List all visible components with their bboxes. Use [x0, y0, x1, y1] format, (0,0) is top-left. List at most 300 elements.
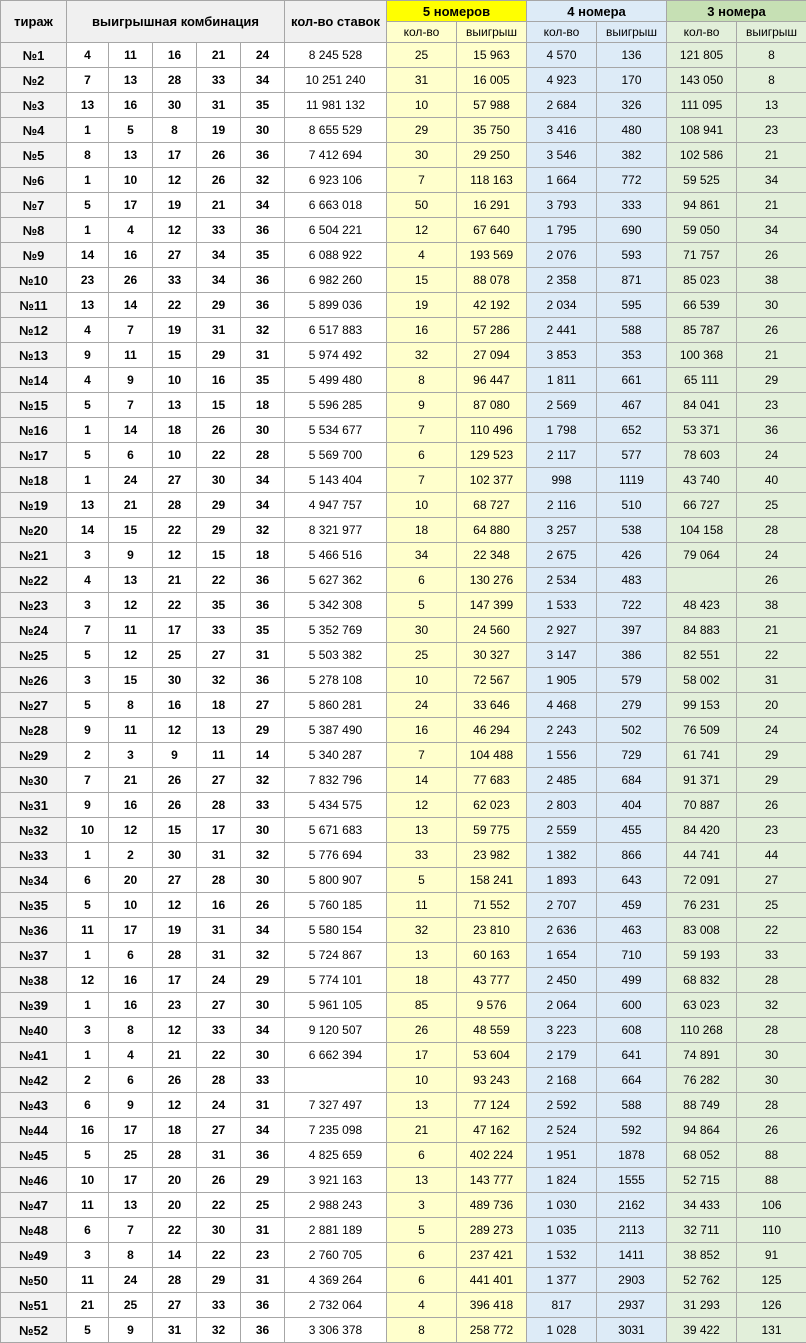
ball-5: 34: [241, 918, 285, 943]
match3-count: 43 740: [667, 468, 737, 493]
match4-prize: 459: [597, 893, 667, 918]
match4-count: 2 441: [527, 318, 597, 343]
match5-count: 12: [387, 793, 457, 818]
ball-5: 32: [241, 943, 285, 968]
match4-prize: 2113: [597, 1218, 667, 1243]
match3-count: 61 741: [667, 743, 737, 768]
match4-count: 817: [527, 1293, 597, 1318]
stakes-cell: 5 340 287: [285, 743, 387, 768]
ball-5: 25: [241, 1193, 285, 1218]
draw-cell: №51: [1, 1293, 67, 1318]
ball-5: 30: [241, 993, 285, 1018]
match5-count: 11: [387, 893, 457, 918]
ball-2: 17: [109, 1118, 153, 1143]
ball-1: 5: [67, 443, 109, 468]
match3-prize: 23: [737, 393, 806, 418]
table-row: [1, 393, 806, 418]
ball-4: 32: [197, 1318, 241, 1343]
match5-prize: 57 988: [457, 93, 527, 118]
stakes-cell: 6 663 018: [285, 193, 387, 218]
stakes-cell: 5 627 362: [285, 568, 387, 593]
match4-prize: 170: [597, 68, 667, 93]
match4-count: 2 524: [527, 1118, 597, 1143]
ball-3: 26: [153, 793, 197, 818]
ball-4: 32: [197, 668, 241, 693]
stakes-cell: 5 534 677: [285, 418, 387, 443]
stakes-cell: 7 832 796: [285, 768, 387, 793]
table-row: [1, 168, 806, 193]
match4-count: 1 377: [527, 1268, 597, 1293]
match4-prize: 684: [597, 768, 667, 793]
match3-prize: 38: [737, 593, 806, 618]
header-group-3: 3 номера: [667, 1, 806, 22]
draw-cell: №4: [1, 118, 67, 143]
match3-count: 34 433: [667, 1193, 737, 1218]
ball-1: 11: [67, 1268, 109, 1293]
match4-count: 2 179: [527, 1043, 597, 1068]
header-combination: выигрышная комбинация: [67, 1, 285, 43]
table-row: [1, 493, 806, 518]
match5-prize: 42 192: [457, 293, 527, 318]
ball-3: 27: [153, 468, 197, 493]
ball-1: 1: [67, 168, 109, 193]
ball-2: 10: [109, 168, 153, 193]
stakes-cell: 7 412 694: [285, 143, 387, 168]
ball-4: 21: [197, 43, 241, 68]
match4-prize: 664: [597, 1068, 667, 1093]
match5-count: 6: [387, 1243, 457, 1268]
stakes-cell: 6 517 883: [285, 318, 387, 343]
match4-count: 998: [527, 468, 597, 493]
stakes-cell: 3 921 163: [285, 1168, 387, 1193]
draw-cell: №24: [1, 618, 67, 643]
match4-prize: 386: [597, 643, 667, 668]
match4-count: 1 893: [527, 868, 597, 893]
ball-1: 13: [67, 493, 109, 518]
ball-5: 34: [241, 68, 285, 93]
match3-count: 143 050: [667, 68, 737, 93]
match4-prize: 871: [597, 268, 667, 293]
draw-cell: №19: [1, 493, 67, 518]
ball-4: 29: [197, 1268, 241, 1293]
match3-prize: 27: [737, 868, 806, 893]
ball-4: 27: [197, 643, 241, 668]
match5-count: 3: [387, 1193, 457, 1218]
match4-prize: 382: [597, 143, 667, 168]
match5-count: 15: [387, 268, 457, 293]
match3-count: 59 050: [667, 218, 737, 243]
ball-2: 21: [109, 493, 153, 518]
ball-5: 31: [241, 643, 285, 668]
ball-3: 17: [153, 968, 197, 993]
header-5-prize: выигрыш: [457, 22, 527, 43]
table-row: [1, 818, 806, 843]
draw-cell: №43: [1, 1093, 67, 1118]
ball-1: 3: [67, 1243, 109, 1268]
header-5-count: кол-во: [387, 22, 457, 43]
ball-2: 14: [109, 418, 153, 443]
ball-4: 33: [197, 1018, 241, 1043]
match4-prize: 588: [597, 1093, 667, 1118]
ball-4: 30: [197, 468, 241, 493]
ball-2: 9: [109, 1093, 153, 1118]
match3-prize: 29: [737, 368, 806, 393]
draw-cell: №44: [1, 1118, 67, 1143]
stakes-cell: 6 923 106: [285, 168, 387, 193]
ball-4: 31: [197, 1143, 241, 1168]
match4-prize: 502: [597, 718, 667, 743]
table-row: [1, 793, 806, 818]
ball-1: 6: [67, 1218, 109, 1243]
ball-4: 21: [197, 193, 241, 218]
table-row: [1, 1018, 806, 1043]
match4-prize: 136: [597, 43, 667, 68]
match5-count: 18: [387, 968, 457, 993]
ball-2: 20: [109, 868, 153, 893]
match3-prize: 25: [737, 893, 806, 918]
match3-count: 110 268: [667, 1018, 737, 1043]
match3-prize: 22: [737, 918, 806, 943]
match5-prize: 77 683: [457, 768, 527, 793]
match4-prize: 710: [597, 943, 667, 968]
match5-prize: 64 880: [457, 518, 527, 543]
draw-cell: №13: [1, 343, 67, 368]
ball-2: 14: [109, 293, 153, 318]
table-row: [1, 143, 806, 168]
table-row: [1, 993, 806, 1018]
ball-4: 29: [197, 293, 241, 318]
stakes-cell: 7 327 497: [285, 1093, 387, 1118]
ball-4: 27: [197, 1118, 241, 1143]
ball-5: 36: [241, 143, 285, 168]
ball-1: 3: [67, 668, 109, 693]
match3-prize: 30: [737, 293, 806, 318]
match5-prize: 68 727: [457, 493, 527, 518]
ball-4: 31: [197, 918, 241, 943]
ball-1: 4: [67, 43, 109, 68]
ball-2: 16: [109, 243, 153, 268]
ball-1: 2: [67, 743, 109, 768]
match4-count: 2 684: [527, 93, 597, 118]
ball-2: 15: [109, 518, 153, 543]
match5-count: 14: [387, 768, 457, 793]
draw-cell: №3: [1, 93, 67, 118]
ball-2: 21: [109, 768, 153, 793]
table-row: [1, 968, 806, 993]
match3-prize: 40: [737, 468, 806, 493]
draw-cell: №5: [1, 143, 67, 168]
match5-prize: 23 982: [457, 843, 527, 868]
ball-5: 36: [241, 218, 285, 243]
ball-2: 24: [109, 468, 153, 493]
match4-prize: 661: [597, 368, 667, 393]
draw-cell: №46: [1, 1168, 67, 1193]
table-row: [1, 1193, 806, 1218]
match4-prize: 480: [597, 118, 667, 143]
match5-count: 16: [387, 318, 457, 343]
ball-4: 28: [197, 1068, 241, 1093]
draw-cell: №35: [1, 893, 67, 918]
ball-1: 2: [67, 1068, 109, 1093]
table-row: [1, 1218, 806, 1243]
stakes-cell: 5 724 867: [285, 943, 387, 968]
match4-count: 3 147: [527, 643, 597, 668]
match4-prize: 643: [597, 868, 667, 893]
ball-2: 8: [109, 1243, 153, 1268]
table-row: [1, 93, 806, 118]
draw-cell: №12: [1, 318, 67, 343]
match5-count: 18: [387, 518, 457, 543]
ball-4: 15: [197, 543, 241, 568]
ball-4: 22: [197, 443, 241, 468]
ball-3: 21: [153, 1043, 197, 1068]
match3-prize: 13: [737, 93, 806, 118]
match5-count: 13: [387, 818, 457, 843]
stakes-cell: 8 245 528: [285, 43, 387, 68]
table-row: [1, 193, 806, 218]
ball-4: 24: [197, 968, 241, 993]
draw-cell: №41: [1, 1043, 67, 1068]
ball-4: 31: [197, 318, 241, 343]
ball-2: 13: [109, 143, 153, 168]
match3-prize: 28: [737, 1018, 806, 1043]
draw-cell: №37: [1, 943, 67, 968]
match3-count: 104 158: [667, 518, 737, 543]
match3-prize: 28: [737, 968, 806, 993]
match5-prize: 67 640: [457, 218, 527, 243]
match5-count: 10: [387, 93, 457, 118]
table-row: [1, 43, 806, 68]
match3-count: 32 711: [667, 1218, 737, 1243]
match5-count: 25: [387, 43, 457, 68]
match5-prize: 23 810: [457, 918, 527, 943]
draw-cell: №18: [1, 468, 67, 493]
match3-count: 65 111: [667, 368, 737, 393]
stakes-cell: 8 321 977: [285, 518, 387, 543]
ball-3: 19: [153, 918, 197, 943]
match3-prize: 31: [737, 668, 806, 693]
match3-prize: 26: [737, 1118, 806, 1143]
ball-5: 28: [241, 443, 285, 468]
match5-prize: 53 604: [457, 1043, 527, 1068]
ball-3: 21: [153, 568, 197, 593]
match4-count: 1 533: [527, 593, 597, 618]
match4-count: 2 675: [527, 543, 597, 568]
stakes-cell: 4 947 757: [285, 493, 387, 518]
table-row: [1, 343, 806, 368]
ball-2: 9: [109, 1318, 153, 1343]
match3-prize: 24: [737, 718, 806, 743]
ball-4: 24: [197, 1093, 241, 1118]
match5-count: 50: [387, 193, 457, 218]
match5-count: 32: [387, 343, 457, 368]
draw-cell: №9: [1, 243, 67, 268]
stakes-cell: 5 974 492: [285, 343, 387, 368]
match4-prize: 772: [597, 168, 667, 193]
match5-count: 7: [387, 418, 457, 443]
match3-prize: 38: [737, 268, 806, 293]
match3-prize: 28: [737, 518, 806, 543]
ball-4: 22: [197, 1243, 241, 1268]
match4-prize: 2903: [597, 1268, 667, 1293]
ball-2: 8: [109, 693, 153, 718]
match5-count: 10: [387, 1068, 457, 1093]
match4-count: 3 546: [527, 143, 597, 168]
table-row: [1, 518, 806, 543]
table-body: [1, 43, 806, 1343]
ball-2: 9: [109, 543, 153, 568]
ball-5: 30: [241, 1043, 285, 1068]
match5-prize: 102 377: [457, 468, 527, 493]
ball-5: 24: [241, 43, 285, 68]
match4-count: 1 795: [527, 218, 597, 243]
ball-5: 33: [241, 793, 285, 818]
match3-prize: 26: [737, 243, 806, 268]
match4-count: 4 923: [527, 68, 597, 93]
ball-4: 27: [197, 768, 241, 793]
ball-2: 5: [109, 118, 153, 143]
ball-2: 7: [109, 1218, 153, 1243]
match4-prize: 608: [597, 1018, 667, 1043]
ball-3: 25: [153, 643, 197, 668]
match5-count: 31: [387, 68, 457, 93]
ball-4: 28: [197, 793, 241, 818]
stakes-cell: 5 503 382: [285, 643, 387, 668]
ball-5: 32: [241, 168, 285, 193]
match5-count: 7: [387, 743, 457, 768]
match3-count: 48 423: [667, 593, 737, 618]
ball-5: 36: [241, 593, 285, 618]
match3-prize: 126: [737, 1293, 806, 1318]
ball-3: 27: [153, 1293, 197, 1318]
ball-1: 7: [67, 768, 109, 793]
table-row: [1, 468, 806, 493]
match3-prize: 91: [737, 1243, 806, 1268]
stakes-cell: 6 982 260: [285, 268, 387, 293]
ball-5: 18: [241, 393, 285, 418]
ball-2: 12: [109, 643, 153, 668]
match4-count: 1 824: [527, 1168, 597, 1193]
match3-count: 38 852: [667, 1243, 737, 1268]
match5-prize: 96 447: [457, 368, 527, 393]
ball-3: 12: [153, 1093, 197, 1118]
header-stakes: кол-во ставок: [285, 1, 387, 43]
match5-prize: 72 567: [457, 668, 527, 693]
match5-count: 19: [387, 293, 457, 318]
match5-prize: 57 286: [457, 318, 527, 343]
ball-1: 9: [67, 718, 109, 743]
match3-prize: 8: [737, 68, 806, 93]
match5-prize: 29 250: [457, 143, 527, 168]
ball-3: 12: [153, 718, 197, 743]
match4-prize: 577: [597, 443, 667, 468]
ball-1: 23: [67, 268, 109, 293]
match4-count: 2 116: [527, 493, 597, 518]
table-row: [1, 268, 806, 293]
match4-count: 3 793: [527, 193, 597, 218]
ball-4: 31: [197, 843, 241, 868]
ball-2: 16: [109, 93, 153, 118]
match5-prize: 9 576: [457, 993, 527, 1018]
ball-3: 10: [153, 368, 197, 393]
table-row: [1, 368, 806, 393]
match5-prize: 77 124: [457, 1093, 527, 1118]
match3-prize: 32: [737, 993, 806, 1018]
match4-prize: 579: [597, 668, 667, 693]
ball-1: 16: [67, 1118, 109, 1143]
table-row: [1, 1243, 806, 1268]
header-4-prize: выигрыш: [597, 22, 667, 43]
ball-2: 6: [109, 943, 153, 968]
match4-prize: 455: [597, 818, 667, 843]
ball-5: 33: [241, 1068, 285, 1093]
ball-3: 28: [153, 943, 197, 968]
match4-count: 2 803: [527, 793, 597, 818]
table-row: [1, 1168, 806, 1193]
ball-4: 30: [197, 1218, 241, 1243]
ball-1: 10: [67, 1168, 109, 1193]
match3-count: 39 422: [667, 1318, 737, 1343]
match4-count: 1 664: [527, 168, 597, 193]
ball-2: 7: [109, 393, 153, 418]
ball-3: 12: [153, 543, 197, 568]
stakes-cell: 4 369 264: [285, 1268, 387, 1293]
match5-prize: 16 005: [457, 68, 527, 93]
ball-4: 26: [197, 1168, 241, 1193]
ball-1: 7: [67, 618, 109, 643]
ball-1: 1: [67, 468, 109, 493]
match3-count: 68 052: [667, 1143, 737, 1168]
ball-2: 12: [109, 818, 153, 843]
ball-5: 34: [241, 1118, 285, 1143]
match3-count: 58 002: [667, 668, 737, 693]
ball-3: 20: [153, 1193, 197, 1218]
match4-prize: 595: [597, 293, 667, 318]
match5-prize: 60 163: [457, 943, 527, 968]
ball-2: 26: [109, 268, 153, 293]
ball-5: 36: [241, 1293, 285, 1318]
match3-prize: 88: [737, 1168, 806, 1193]
ball-1: 14: [67, 518, 109, 543]
match3-count: 78 603: [667, 443, 737, 468]
stakes-cell: 11 981 132: [285, 93, 387, 118]
match5-prize: 43 777: [457, 968, 527, 993]
draw-cell: №25: [1, 643, 67, 668]
ball-4: 33: [197, 1293, 241, 1318]
draw-cell: №21: [1, 543, 67, 568]
match4-prize: 483: [597, 568, 667, 593]
stakes-cell: 8 655 529: [285, 118, 387, 143]
match4-prize: 588: [597, 318, 667, 343]
stakes-cell: 6 504 221: [285, 218, 387, 243]
match3-prize: 26: [737, 568, 806, 593]
ball-5: 32: [241, 843, 285, 868]
table-row: [1, 768, 806, 793]
match3-prize: 21: [737, 618, 806, 643]
match4-prize: 2162: [597, 1193, 667, 1218]
ball-2: 9: [109, 368, 153, 393]
match3-prize: 22: [737, 643, 806, 668]
ball-4: 11: [197, 743, 241, 768]
match3-prize: 26: [737, 318, 806, 343]
match3-prize: 29: [737, 768, 806, 793]
match4-count: 2 117: [527, 443, 597, 468]
stakes-cell: 5 596 285: [285, 393, 387, 418]
match5-count: 8: [387, 368, 457, 393]
draw-cell: №10: [1, 268, 67, 293]
ball-1: 6: [67, 1093, 109, 1118]
stakes-cell: 2 881 189: [285, 1218, 387, 1243]
